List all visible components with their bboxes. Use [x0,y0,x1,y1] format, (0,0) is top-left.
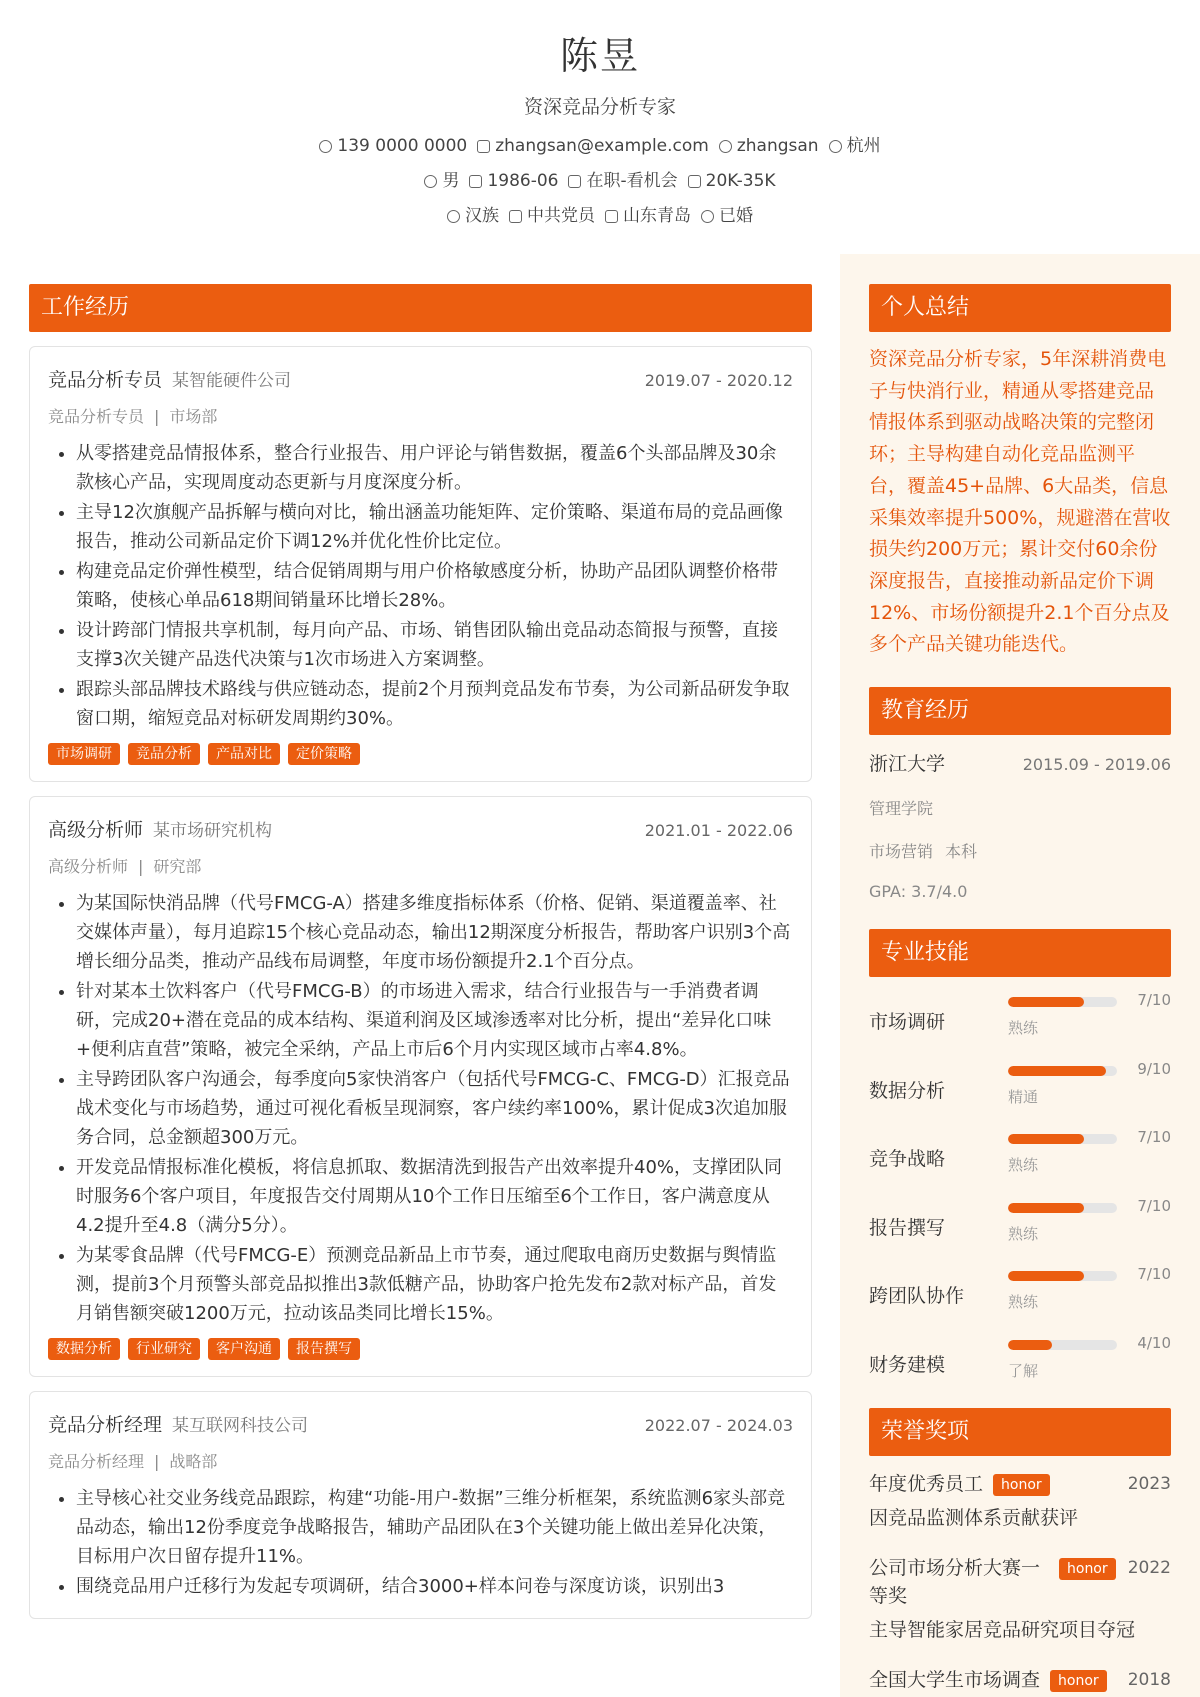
skill-tag: 定价策略 [288,743,360,765]
skill-bar-fill [1008,1134,1084,1144]
job-date: 2022.07 - 2024.03 [644,1416,793,1435]
phone-icon [319,140,332,153]
job-bullets [48,889,793,1328]
skill-bar-fill [1008,1066,1106,1076]
edu-date: 2015.09 - 2019.06 [1022,755,1171,775]
skill-level: 熟练 [1008,1156,1039,1175]
award-name: 年度优秀员工 [869,1473,984,1496]
skill-row [869,1334,1171,1403]
skill-level: 熟练 [1008,1224,1039,1243]
job-bullet: • 针对某本土饮料客户（代号FMCG-B）的市场进入需求，结合行业报告与一手消费者调研，完成20+潜在竞品的成本结构、渠道利润及区域渗透率对比分析，提出“差异化口味+便利店直营”策略，被完全采纳，产品上市后6个月内实现区域市占率4.8%。 [76,977,793,1064]
job-company: 某市场研究机构 [153,821,273,841]
job-role-line: 高级分析师 | 研究部 [48,857,202,876]
skill-bar [1008,1203,1117,1213]
education-heading: 教育经历 [869,687,1171,735]
skill-score: 7/10 [1137,991,1171,1010]
job-date: 2021.01 - 2022.06 [644,821,793,840]
job-bullet: • 围绕竞品用户迁移行为发起专项调研，结合3000+样本问卷与深度访谈，识别出3 [76,1572,793,1601]
skill-name: 跨团队协作 [869,1285,965,1308]
gender-item: 男 [424,169,459,193]
skill-row [869,1197,1171,1266]
skill-score: 7/10 [1137,1196,1171,1215]
job-title: 竞品分析专员 [48,369,163,391]
skill-name: 数据分析 [869,1079,946,1102]
skill-level: 熟练 [1008,1019,1039,1038]
skill-name: 竞争战略 [869,1148,946,1171]
status-item: 在职-看机会 [568,169,677,193]
job-card [29,796,812,1377]
job-bullet: • 为某国际快消品牌（代号FMCG-A）搭建多维度指标体系（价格、促销、渠道覆盖率、社交媒体声量），每月追踪15个核心竞品动态，输出12期深度分析报告，帮助客户识别3个高增长细分品类，推动产品线布局调整，年度市场份额提升2.1个百分点。 [76,889,793,976]
skill-bar-fill [1008,1340,1052,1350]
summary-heading: 个人总结 [869,284,1171,332]
mail-icon [477,140,490,153]
award-desc: 因竞品监测体系贡献获评 [869,1507,1079,1530]
award-year: 2022 [1127,1558,1171,1579]
edu-degree: 本科 [945,842,978,862]
skill-tag: 市场调研 [48,743,120,765]
awards-heading: 荣誉奖项 [869,1408,1171,1456]
skills-list [869,991,1171,1402]
birth-item: 1986-06 [469,169,558,193]
heart-icon [701,210,714,223]
skill-score: 7/10 [1137,1265,1171,1284]
wechat-item: zhangsan [719,134,819,158]
job-bullets [48,439,793,733]
award-item [869,1470,1171,1532]
work-experience-section [29,284,812,1619]
skill-bar [1008,1134,1117,1144]
phone-item: 139 0000 0000 [319,134,467,158]
award-item [869,1554,1171,1644]
work-heading: 工作经历 [29,284,812,332]
job-tags [48,1338,793,1360]
location-pin-icon [829,140,842,153]
skill-bar-fill [1008,1203,1084,1213]
honor-badge: honor [993,1474,1050,1496]
personal-row-1 [0,169,1200,193]
edu-college: 管理学院 [869,799,934,819]
skill-score: 9/10 [1137,1059,1171,1078]
job-title: 高级分析师 [48,819,144,841]
marital-item: 已婚 [701,204,753,228]
money-icon [688,175,701,188]
job-date: 2019.07 - 2020.12 [644,371,793,390]
email-item: zhangsan@example.com [477,134,709,158]
edu-major-line [869,839,1171,862]
personal-row-2 [0,204,1200,228]
skill-name: 报告撰写 [869,1216,946,1239]
skill-name: 财务建模 [869,1353,946,1376]
job-tags [48,743,793,765]
skill-bar [1008,997,1117,1007]
skill-tag: 竞品分析 [128,743,200,765]
skill-tag: 行业研究 [128,1338,200,1360]
skill-tag: 数据分析 [48,1338,120,1360]
skill-bar-fill [1008,997,1084,1007]
skills-heading: 专业技能 [869,929,1171,977]
job-bullet: • 开发竞品情报标准化模板，将信息抓取、数据清洗到报告产出效率提升40%，支撑团队同时服务6个客户项目，年度报告交付周期从10个工作日压缩至6个工作日，客户满意度从4.2提升至4.8（满分5分）。 [76,1153,793,1240]
skill-level: 了解 [1008,1361,1039,1380]
skill-level: 精通 [1008,1087,1039,1106]
award-desc: 主导智能家居竞品研究项目夺冠 [869,1619,1136,1642]
skill-bar [1008,1340,1117,1350]
candidate-title: 资深竞品分析专家 [523,96,676,118]
skill-bar [1008,1066,1117,1076]
skill-tag: 报告撰写 [288,1338,360,1360]
skill-row [869,1128,1171,1197]
skill-score: 7/10 [1137,1128,1171,1147]
people-icon [447,210,460,223]
skill-name: 市场调研 [869,1011,946,1034]
salary-item: 20K-35K [688,169,776,193]
skill-row [869,991,1171,1060]
sidebar [869,284,1171,1694]
job-bullet: • 主导12次旗舰产品拆解与横向对比，输出涵盖功能矩阵、定价策略、渠道布局的竞品画像报告，推动公司新品定价下调12%并优化性价比定位。 [76,498,793,556]
award-year: 2018 [1127,1670,1171,1691]
summary-text: 资深竞品分析专家，5年深耕消费电子与快消行业，精通从零搭建竞品情报体系到驱动战略决策的完整闭环；主导构建自动化竞品监测平台，覆盖45+品牌、6大品类，信息采集效率提升500%，规避潜在营收损失约200万元；累计交付60余份深度报告，直接推动新品定价下调12%、市场份额提升2.1个百分点及多个产品关键功能迭代。 [869,348,1171,656]
location-item: 杭州 [829,134,881,158]
skill-row [869,1265,1171,1334]
award-name: 公司市场分析大赛一等奖 [869,1557,1041,1608]
skill-tag: 客户沟通 [208,1338,280,1360]
job-bullets [48,1484,793,1601]
skill-score: 4/10 [1137,1333,1171,1352]
edu-school: 浙江大学 [869,753,946,776]
briefcase-icon [568,175,581,188]
job-bullet: • 设计跨部门情报共享机制，每月向产品、市场、销售团队输出竞品动态简报与预警，直接支撑3次关键产品迭代决策与1次市场进入方案调整。 [76,616,793,674]
skill-tag: 产品对比 [208,743,280,765]
skill-row [869,1060,1171,1129]
award-name: 全国大学生市场调查 [869,1669,1041,1692]
skill-bar [1008,1271,1117,1281]
award-item [869,1666,1171,1694]
candidate-name: 陈昱 [559,34,640,78]
job-bullet: • 构建竞品定价弹性模型，结合促销周期与用户价格敏感度分析，协助产品团队调整价格带策略，使核心单品618期间销量环比增长28%。 [76,557,793,615]
job-bullet: • 为某零食品牌（代号FMCG-E）预测竞品新品上市节奏，通过爬取电商历史数据与舆情监测，提前3个月预警头部竞品拟推出3款低糖产品，协助客户抢先发布2款对标产品，首发月销售额突破1200万元，拉动该品类同比增长15%。 [76,1241,793,1328]
politics-item: 中共党员 [509,204,595,228]
flag-icon [509,210,522,223]
award-year: 2023 [1127,1474,1171,1495]
edu-gpa: GPA: 3.7/4.0 [869,882,968,902]
job-role-line: 竞品分析专员 | 市场部 [48,407,218,426]
job-bullet: • 主导跨团队客户沟通会，每季度向5家快消客户（包括代号FMCG-C、FMCG-D）汇报竞品战术变化与市场趋势，通过可视化看板呈现洞察，客户续约率100%，累计促成3次追加服务合同，总金额超300万元。 [76,1065,793,1152]
job-card [29,346,812,782]
wechat-icon [719,140,732,153]
skill-level: 熟练 [1008,1293,1039,1312]
honor-badge: honor [1050,1670,1107,1692]
contact-row [0,134,1200,158]
job-bullet: • 从零搭建竞品情报体系，整合行业报告、用户评论与销售数据，覆盖6个头部品牌及30余款核心产品，实现周度动态更新与月度深度分析。 [76,439,793,497]
job-bullet: • 主导核心社交业务线竞品跟踪，构建“功能-用户-数据”三维分析框架，系统监测6家头部竞品动态，输出12份季度竞争战略报告，辅助产品团队在3个关键功能上做出差异化决策，目标用户次日留存提升11%。 [76,1484,793,1571]
job-company: 某智能硬件公司 [172,371,292,391]
job-card [29,1391,812,1619]
edu-major: 市场营销 [869,842,934,862]
job-bullet: • 跟踪头部品牌技术路线与供应链动态，提前2个月预判竞品发布节奏，为公司新品研发争取窗口期，缩短竞品对标研发周期约30%。 [76,675,793,733]
person-icon [424,175,437,188]
hometown-item: 山东青岛 [605,204,691,228]
job-company: 某互联网科技公司 [172,1416,309,1436]
job-title: 竞品分析经理 [48,1414,163,1436]
ethnicity-item: 汉族 [447,204,499,228]
home-icon [605,210,618,223]
honor-badge: honor [1059,1558,1116,1580]
resume-header [0,0,1200,228]
job-role-line: 竞品分析经理 | 战略部 [48,1452,218,1471]
skill-bar-fill [1008,1271,1084,1281]
calendar-icon [469,175,482,188]
